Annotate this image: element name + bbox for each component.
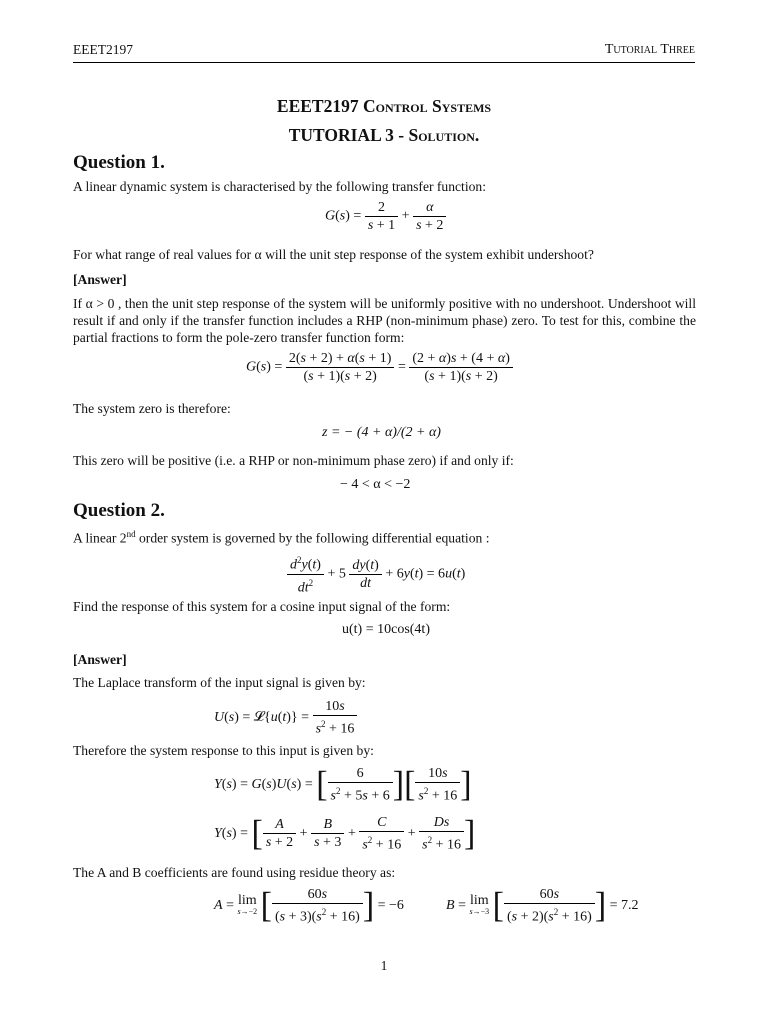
page-number: 1	[380, 958, 388, 973]
q1-heading: Question 1.	[73, 152, 165, 173]
q1-question: For what range of real values for α will the unit step response of the system exhibit undershoot?	[73, 247, 594, 262]
q1-answer-label: [Answer]	[73, 272, 127, 287]
q2-heading: Question 2.	[73, 500, 165, 521]
header-course: EEET2197	[73, 42, 133, 57]
q1-intro: A linear dynamic system is characterised by the following transfer function:	[73, 179, 486, 194]
q2-differential-eq: $\frac{d^2y(t)}{dt^2}$ + 5 $\frac{dy(t)}{dt}$ + 6y(t) = 6u(t)	[287, 553, 465, 595]
q2-input-eq: u(t) = 10cos(4t)	[342, 622, 430, 637]
q2-response-text: Therefore the system response to this input is given by:	[73, 743, 374, 758]
q1-answer-text: If α > 0 , then the unit step response of the system will be uniformly positive with no undershoot. Undershoot will result if and only if the transfer function includes a RHP (non-minimum phase) zero. To test for this, combine the partial fractions to form the pole-zero transfer function form:	[73, 296, 696, 345]
q1-transfer-function: G(s) = $\frac{2}{s + 1}$ + $\frac{\alpha}{s + 2}$	[325, 200, 446, 233]
q1-zero-intro: The system zero is therefore:	[73, 401, 231, 416]
q2-answer-label: [Answer]	[73, 652, 127, 667]
doc-title-line1	[0, 96, 768, 117]
q1-combined-tf: G(s) = $\frac{2(s + 2) + \alpha(s + 1)}{(s + 1)(s + 2)}$ = $\frac{(2 + \alpha)s + (4 + \alpha)}{(s + 1)(s + 2)}$	[246, 351, 513, 384]
title-name: Control Systems	[362, 96, 492, 116]
q2-laplace-text: The Laplace transform of the input signal is given by:	[73, 675, 366, 690]
q2-intro: A linear 2nd order system is governed by the following differential equation :	[73, 529, 490, 546]
title-tutorial: TUTORIAL 3 -	[288, 125, 409, 145]
q2-partial-fraction-eq: Y(s) = [ $\frac{A}{s + 2}$ + $\frac{B}{s + 3}$ + $\frac{C}{s^2 + 16}$ + $\frac{Ds}{s^2 + 16}$ ]	[214, 813, 476, 853]
q1-zero-eq: z = − (4 + α)/(2 + α)	[322, 425, 441, 440]
header-tutorial: Tutorial Three	[604, 42, 695, 57]
doc-title-line2	[0, 125, 768, 146]
title-solution: Solution.	[408, 125, 480, 145]
title-code: EEET2197	[276, 96, 359, 116]
q2-find-text: Find the response of this system for a cosine input signal of the form:	[73, 599, 451, 614]
q2-coeff-text: The A and B coefficients are found using residue theory as:	[73, 865, 396, 880]
q2-coefficient-A-eq: A = lim s→−2 [ $\frac{60s}{(s + 3)(s^2 + 16)}$ ] = −6	[214, 885, 404, 925]
header-rule	[73, 62, 695, 63]
q1-range-eq: − 4 < α < −2	[340, 477, 411, 492]
q2-coefficient-B-eq: B = lim s→−3 [ $\frac{60s}{(s + 2)(s^2 + 16)}$ ] = 7.2	[446, 885, 639, 925]
q2-response-eq: Y(s) = G(s)U(s) = [ $\frac{6}{s^2 + 5s + 6}$ ][ $\frac{10s}{s^2 + 16}$ ]	[214, 764, 472, 804]
q1-positive-text: This zero will be positive (i.e. a RHP or non-minimum phase zero) if and only if:	[73, 453, 514, 468]
q2-laplace-eq: U(s) = 𝓛{u(t)} = $\frac{10s}{s^2 + 16}$	[214, 699, 357, 737]
